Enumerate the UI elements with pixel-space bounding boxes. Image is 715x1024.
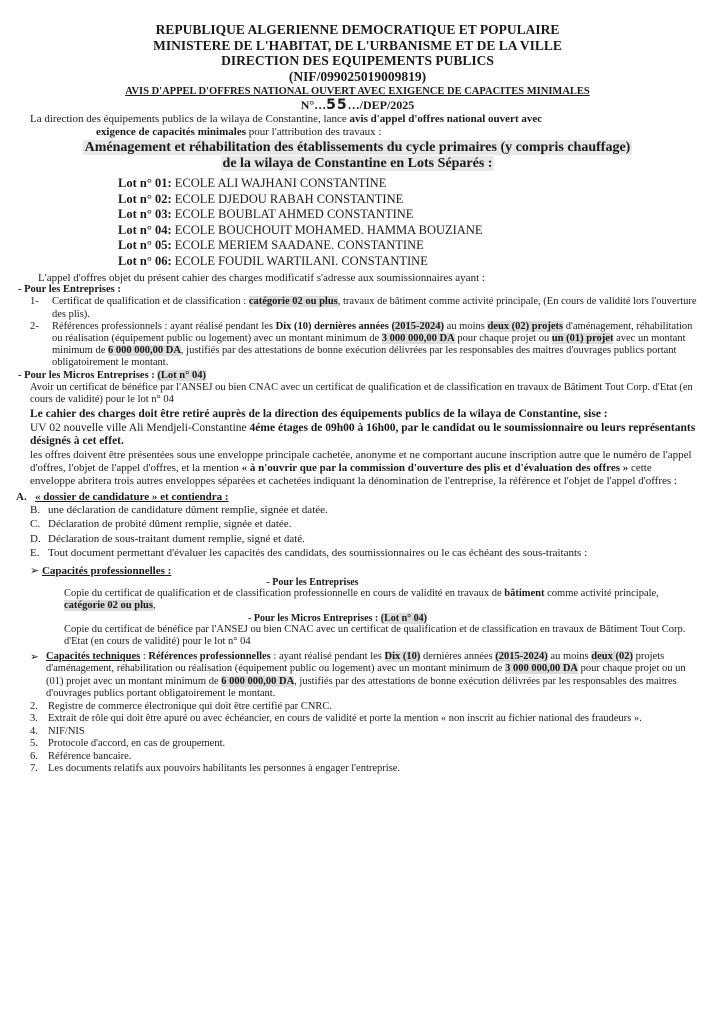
cap-pro-micro-lot: (Lot n° 04) (380, 612, 427, 624)
lot-item (118, 207, 715, 223)
cap-tech-text: projets d'aménagement, réhabilitation ou réalisation (équipement public ou logement) avec un montant minimum de (46, 650, 665, 675)
entreprises-heading-text: - Pour les Entreprises : (18, 284, 121, 296)
item-text: Les documents relatifs aux pouvoirs habilitants les personnes à engager l'entreprise. (48, 763, 401, 775)
amount-text: 6 000 000,00 DA (108, 345, 181, 357)
cap-pro-heading (0, 564, 715, 577)
cap-pro-micro-heading-text: - Pour les Micros Entreprises : (248, 612, 381, 624)
reference-number: N°…55…/DEP/2025 (300, 97, 415, 113)
offres-text-a: les offres doivent être présentées sous une enveloppe principale cachetée, anonyme et ne comportant aucune inscription autre que le numéro de l'appel d'offres, l'objet de l'appel d'offres, et la mention (30, 448, 692, 474)
item-text: Certificat de qualification et de classification : (52, 296, 249, 308)
offres-text-b: « à n'ouvrir que par la commission d'ouverture des plis et d'évaluation des offres » (241, 461, 629, 474)
cap-tech-heading: Capacités techniques (46, 650, 141, 662)
intro-text-b: avis d'appel d'offres national ouvert avec (349, 113, 543, 125)
item-letter: B. (30, 503, 41, 516)
lot-name: ECOLE BOUCHOUIT MOHAMED. HAMMA BOUZIANE (174, 222, 483, 237)
item-number: 3. (30, 713, 38, 725)
numbered-item (0, 701, 715, 714)
cap-tech-text: : (140, 650, 149, 662)
category-text: catégorie 02 ou plus (64, 600, 153, 612)
entreprises-item-2 (0, 321, 715, 370)
item-letter: E. (30, 547, 40, 560)
cap-pro-ent-text: , (152, 600, 156, 612)
number-prefix: N° (300, 98, 315, 112)
amount-text: 3 000 000,00 DA (505, 663, 579, 675)
cap-pro-ent-text: Copie du certificat de qualification et de classification professionnelle en cours de validité en travaux de (64, 587, 505, 599)
item-text: Extrait de rôle qui doit être apuré ou avec échéancier, en cours de validité et porte la mention « non inscrit au fichier national des fraudeurs ». (48, 713, 642, 725)
micro-heading-lot: (Lot n° 04) (157, 369, 206, 381)
item-number: 1- (30, 296, 39, 308)
cahier-paragraph (0, 408, 715, 422)
cahier-text-b: UV 02 nouvelle ville Ali Mendjeli-Constantine (30, 421, 250, 434)
cap-pro-ent-text: comme activité principale, (544, 587, 659, 599)
entreprises-heading (0, 284, 715, 296)
cahier-text-a: Le cahier des charges doit être retiré auprès de la direction des équipements publics de la wilaya de Constantine, sise : (30, 408, 608, 421)
numbered-item (0, 763, 715, 776)
project-title (0, 140, 715, 172)
item-text: pour chaque projet ou (454, 333, 552, 345)
item-number: 5. (30, 738, 38, 750)
dossier-heading (0, 491, 715, 503)
avis-title: AVIS D'APPEL D'OFFRES NATIONAL OUVERT AVEC EXIGENCE DE CAPACITES MINIMALES (125, 86, 590, 97)
number-handwritten: 55 (326, 97, 348, 113)
item-text: d'aménagement, réhabilitation ou réalisation (équipement public ou logement) avec un montant minimum de (52, 320, 693, 345)
item-text: une déclaration de candidature dûment remplie, signée et datée. (48, 503, 328, 516)
numbered-item (0, 726, 715, 739)
years-text: (2015-2024) (391, 320, 444, 332)
offres-text-c: cette enveloppe abritera trois autres enveloppes séparées et cachetées indiquant la dénomination de l'entreprise, la référence et l'objet de l'appel d'offres : (30, 461, 677, 487)
cap-pro-ent-heading: - Pour les Entreprises (266, 576, 359, 588)
micro-paragraph: Avoir un certificat de bénéfice par l'ANSEJ ou bien CNAC avec un certificat de qualification et de classification en travaux de Bâtiment Tout Corp. d'Etat (en cours de validité) pour le lot n° 04 (30, 381, 693, 406)
cap-tech-text: pour chaque projet ou un (01) projet avec un montant minimum de (46, 663, 686, 687)
lot-name: ECOLE FOUDIL WARTILANI. CONSTANTINE (174, 253, 428, 268)
cahier-paragraph-2 (0, 422, 715, 449)
dossier-heading-text: « dossier de candidature » et contiendra : (34, 490, 229, 503)
amount-text: 6 000 000,00 DA (221, 675, 295, 687)
category-text: catégorie 02 ou plus (248, 296, 338, 308)
cap-tech-text: : ayant réalisé pendant les (270, 650, 385, 662)
dossier-item (0, 532, 715, 547)
dix-text: Dix (10) (384, 650, 421, 662)
document-header (0, 22, 715, 84)
cap-tech-paragraph (0, 651, 715, 701)
intro-text-d: pour l'attribution des travaux : (246, 126, 382, 138)
lot-label: Lot n° 01: (118, 176, 172, 190)
item-number: 2. (30, 700, 38, 712)
item-text: avec un montant minimum de (52, 333, 686, 357)
item-text: au moins (444, 320, 488, 332)
deux-text: deux (02) projets (487, 320, 564, 332)
arrow-icon: ➢ (30, 563, 40, 577)
header-direction: DIRECTION DES EQUIPEMENTS PUBLICS (221, 53, 494, 68)
item-text: Tout document permettant d'évaluer les capacités des candidats, des soumissionnaires ou le cas échéant des sous-traitants : (48, 547, 588, 560)
lot-item (118, 176, 715, 192)
intro-paragraph (0, 113, 715, 126)
numbered-item (0, 738, 715, 751)
un-text: un (01) projet (551, 333, 614, 345)
lot-label: Lot n° 02: (118, 191, 172, 206)
item-text: Registre de commerce électronique qui doit être certifié par CNRC. (48, 700, 332, 712)
item-letter: C. (30, 518, 41, 531)
amount-text: 3 000 000,00 DA (381, 333, 455, 345)
lot-item (118, 192, 715, 208)
header-republic: REPUBLIQUE ALGERIENNE DEMOCRATIQUE ET POPULAIRE (155, 22, 560, 37)
item-number: 4. (30, 725, 38, 737)
item-text: Déclaration de probité dûment remplie, signée et datée. (48, 518, 292, 531)
cap-pro-ent-paragraph (0, 588, 715, 613)
project-title-line1: Aménagement et réhabilitation des établissements du cycle primaires (y compris chauffage) (84, 140, 631, 155)
cap-pro-micro-heading (0, 613, 715, 624)
intro-text-c: exigence de capacités minimales (96, 126, 246, 138)
lot-name: ECOLE ALI WAJHANI CONSTANTINE (174, 176, 387, 190)
cap-pro-micro-paragraph: Copie du certificat de bénéfice par l'ANSEJ ou bien CNAC avec un certificat de qualification et de classification en travaux de Bâtiment Tout Corp. d'Etat (en cours de validité) pour le lot n° 04 (64, 623, 686, 648)
deux-text: deux (02) (591, 650, 633, 662)
addressed-paragraph: L'appel d'offres objet du présent cahier des charges modificatif s'adresse aux soumissionnaires ayant : (38, 272, 485, 284)
entreprises-item-1 (0, 296, 715, 320)
lot-name: ECOLE BOUBLAT AHMED CONSTANTINE (174, 207, 414, 221)
arrow-icon: ➢ (30, 650, 39, 663)
dix-text: Dix (10) dernières années (275, 320, 389, 332)
dossier-letter: A. (16, 490, 27, 503)
item-number: 2- (30, 320, 39, 332)
number-suffix: /DEP/2025 (359, 98, 415, 112)
cap-tech-text: , justifiés par des attestations de bonne exécution délivrées par les responsables des maitres d'ouvrages publics portant obligatoirement le montant. (46, 675, 677, 700)
bat-text: bâtiment (504, 587, 545, 599)
years-text: (2015-2024) (495, 650, 548, 662)
numbered-item (0, 713, 715, 726)
lot-label: Lot n° 06: (118, 253, 172, 268)
intro-paragraph-2 (0, 126, 715, 138)
item-text: NIF/NIS (48, 725, 85, 737)
lot-label: Lot n° 03: (118, 207, 172, 221)
lot-item (118, 238, 715, 254)
header-ministry: MINISTERE DE L'HABITAT, DE L'URBANISME ET DE LA VILLE (153, 37, 562, 53)
item-number: 6. (30, 750, 38, 762)
item-text: , travaux de bâtiment comme activité principale, (En cours de validité lors l'ouverture des plis). (52, 296, 697, 320)
cap-tech-text: dernières années (420, 650, 496, 662)
cap-tech-ref: Références professionnelles (148, 650, 271, 662)
cap-tech-text: au moins (547, 650, 592, 662)
dossier-item (0, 503, 715, 518)
item-text: , justifiés par des attestations de bonne exécution délivrées par les responsables des maitres d'ouvrages publics portant obligatoirement le montant. (52, 345, 677, 369)
micro-heading-text: - Pour les Micros Entreprises : (18, 369, 158, 381)
dossier-item (0, 546, 715, 561)
lots-list (118, 176, 715, 269)
item-text: Déclaration de sous-traitant dument remplie, signé et daté. (48, 532, 305, 545)
micro-heading (0, 370, 715, 382)
lot-item (118, 223, 715, 239)
lot-label: Lot n° 05: (118, 238, 172, 252)
lot-name: ECOLE DJEDOU RABAH CONSTANTINE (174, 191, 404, 206)
cap-pro-heading-text: Capacités professionnelles : (41, 564, 172, 577)
item-letter: D. (30, 532, 41, 545)
cahier-text-c: 4éme étages de 09h00 à 16h00, par le candidat ou le soumissionnaire ou leurs représentants désignés à cet effet. (30, 421, 696, 448)
numbered-item (0, 751, 715, 764)
dossier-item (0, 517, 715, 532)
header-nif: (NIF/099025019009819) (288, 68, 427, 84)
intro-text-a: La direction des équipements publics de la wilaya de Constantine, lance (30, 113, 350, 125)
lot-item (118, 254, 715, 270)
item-text: Protocole d'accord, en cas de groupement. (48, 738, 226, 750)
lot-label: Lot n° 04: (118, 222, 172, 237)
item-number: 7. (30, 763, 38, 775)
project-title-line2: de la wilaya de Constantine en Lots Séparés : (222, 156, 493, 171)
offres-paragraph (0, 449, 715, 488)
lot-name: ECOLE MERIEM SAADANE. CONSTANTINE (174, 238, 424, 252)
item-text: Référence bancaire. (48, 750, 132, 762)
item-text: Références professionnels : ayant réalisé pendant les (52, 320, 276, 332)
